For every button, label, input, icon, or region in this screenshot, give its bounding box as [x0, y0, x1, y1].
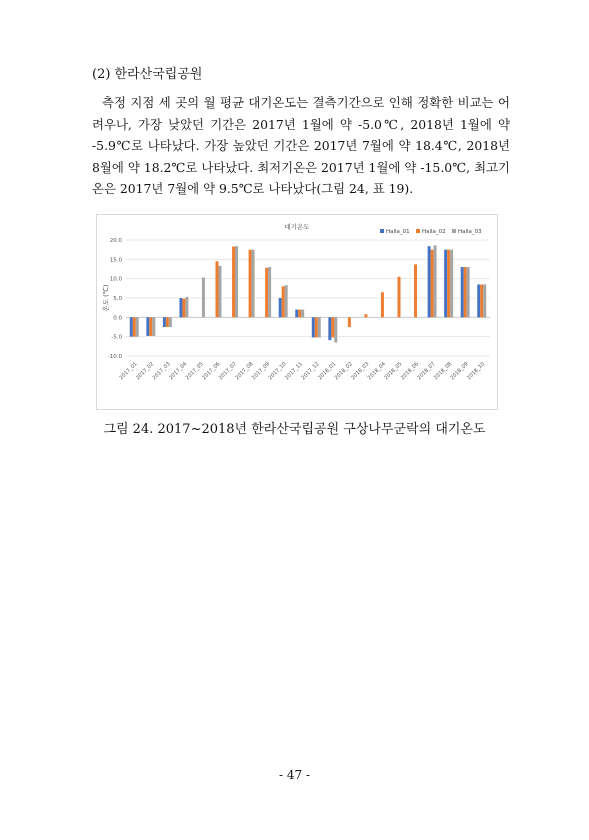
- bar: [185, 297, 188, 317]
- bar: [179, 298, 182, 317]
- bar: [268, 267, 271, 317]
- legend-swatch: [416, 229, 420, 233]
- bar: [483, 284, 486, 317]
- y-tick-label: 0.0: [113, 315, 122, 322]
- x-tick-label: 2018_01: [317, 361, 338, 382]
- x-tick-label: 2017_12: [300, 361, 321, 382]
- page-number: - 47 -: [278, 768, 310, 782]
- bar: [235, 246, 238, 317]
- bar: [166, 317, 169, 327]
- legend-swatch: [452, 229, 456, 233]
- bar: [232, 247, 235, 318]
- temperature-chart: [96, 214, 498, 414]
- x-tick-label: 2018_04: [366, 361, 387, 382]
- bar: [301, 310, 304, 318]
- bar: [434, 245, 437, 317]
- x-tick-label: 2018_02: [333, 361, 354, 382]
- bar: [467, 267, 470, 317]
- legend-label: Halla_01: [386, 229, 410, 235]
- bar: [169, 317, 172, 327]
- bar: [318, 317, 321, 337]
- bar: [279, 298, 282, 317]
- bar: [149, 317, 152, 336]
- x-tick-label: 2017_08: [234, 361, 255, 382]
- bar: [130, 317, 133, 336]
- y-tick-label: 20.0: [109, 238, 122, 244]
- x-tick-label: 2018_08: [432, 361, 454, 382]
- bar: [480, 284, 483, 317]
- chart-title: 대기온도: [284, 223, 310, 231]
- chart-svg: [96, 214, 498, 410]
- bar: [398, 277, 401, 318]
- section-heading: (2) 한라산국립공원: [92, 67, 203, 82]
- bar: [328, 317, 331, 340]
- x-tick-label: 2017_09: [250, 361, 272, 382]
- bar: [146, 317, 149, 336]
- bar: [152, 317, 155, 336]
- bar: [252, 250, 255, 318]
- x-tick-label: 2018_03: [350, 361, 371, 382]
- bar: [216, 261, 219, 317]
- x-tick-label: 2017_10: [267, 361, 288, 382]
- x-tick-label: 2018_06: [399, 361, 420, 382]
- bar: [218, 266, 221, 317]
- bar: [428, 246, 431, 317]
- bar: [298, 310, 301, 318]
- y-tick-label: 15.0: [109, 257, 122, 264]
- y-axis-title: 온도 (℃): [102, 284, 110, 312]
- bar: [133, 317, 136, 336]
- y-tick-label: -10.0: [107, 354, 122, 360]
- y-tick-label: 10.0: [109, 276, 122, 283]
- legend-label: Halla_03: [458, 229, 482, 235]
- bar: [414, 264, 417, 317]
- bar: [249, 250, 252, 318]
- x-tick-label: 2018_07: [416, 361, 437, 382]
- bar: [265, 268, 268, 317]
- legend: [380, 229, 482, 235]
- x-tick-label: 2017_02: [135, 361, 156, 382]
- figure-caption: 그림 24. 2017~2018년 한라산국립공원 구상나무군락의 대기온도: [103, 422, 486, 437]
- bar: [348, 317, 351, 327]
- x-tick-label: 2017_07: [217, 361, 238, 382]
- bar: [464, 267, 467, 317]
- bar: [315, 317, 318, 337]
- legend-swatch: [380, 229, 384, 233]
- x-tick-label: 2018_05: [383, 361, 404, 382]
- body-paragraph: 측정 지점 세 곳의 월 평균 대기온도는 결측기간으로 인해 정확한 비교는 어려우나, 가장 낮았던 기간은 2017년 1월에 약 -5.0℃, 2018년 1월에 약 -5.9℃로 나타났다. 가장 높았던 기간은 2017년 7월에 약 18.4℃, 2018년 8월에 약 18.2℃로 나타났다. 최저기온은 2017년 1월에 약 -15.0℃, 최고기온은 2017년 7월에 약 9.5℃로 나타났다(그림 24, 표 19).: [92, 95, 510, 196]
- bar: [450, 250, 453, 318]
- bar: [364, 314, 367, 317]
- bar: [447, 250, 450, 318]
- bar: [202, 278, 205, 318]
- x-tick-label: 2017_05: [184, 361, 205, 382]
- bar: [331, 317, 334, 337]
- bar: [461, 267, 464, 317]
- x-tick-label: 2018_09: [449, 361, 470, 382]
- bar: [334, 317, 337, 342]
- x-tick-label: 2017_11: [284, 361, 305, 382]
- bar: [477, 284, 480, 317]
- bar: [431, 250, 434, 318]
- y-tick-label: -5.0: [111, 334, 122, 341]
- x-tick-label: 2018_10: [466, 361, 487, 382]
- bar: [312, 317, 315, 337]
- y-tick-label: 5.0: [113, 296, 122, 302]
- bar: [381, 292, 384, 317]
- bar: [163, 317, 166, 327]
- legend-label: Halla_02: [422, 229, 446, 235]
- bar: [282, 286, 285, 317]
- bar: [182, 299, 185, 318]
- bar: [136, 317, 139, 336]
- x-tick-label: 2017_03: [151, 361, 172, 382]
- x-tick-label: 2017_06: [201, 361, 222, 382]
- bar: [295, 310, 298, 318]
- bar: [285, 285, 288, 317]
- x-tick-label: 2017_04: [168, 361, 189, 382]
- bar: [444, 250, 447, 318]
- x-tick-label: 2017_01: [118, 361, 139, 382]
